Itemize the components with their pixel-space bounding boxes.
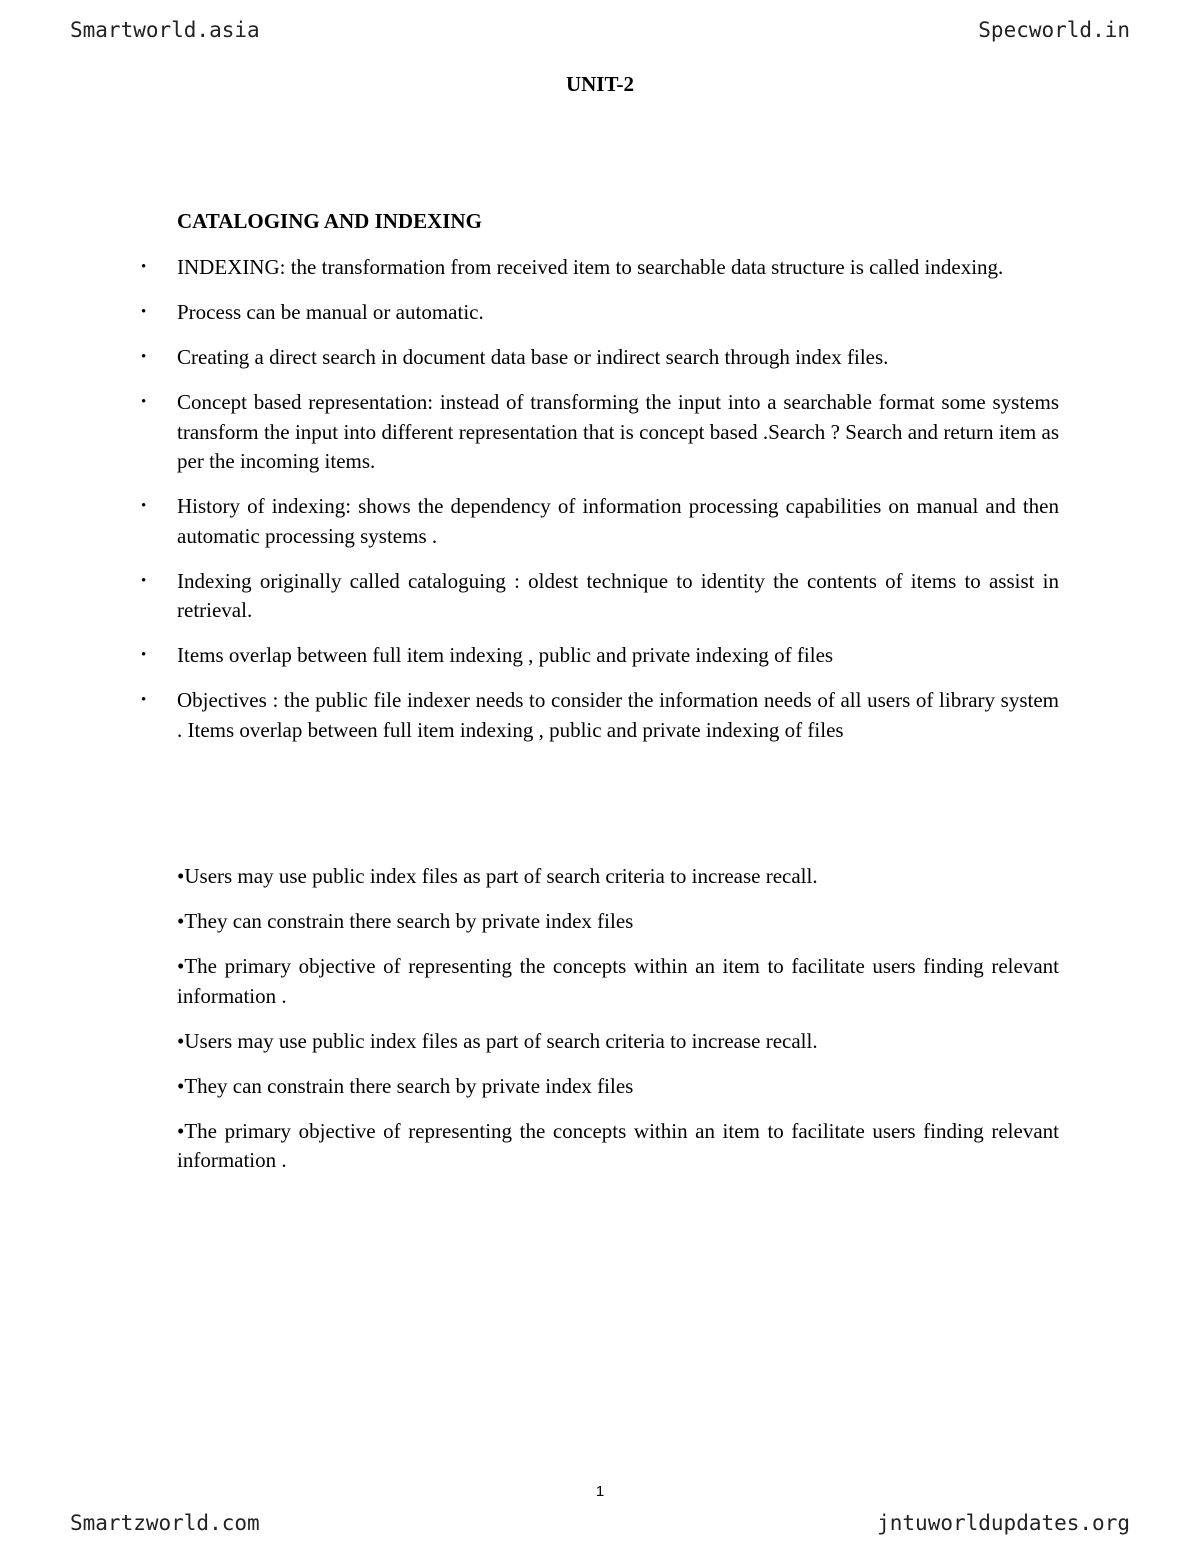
section-heading: CATALOGING AND INDEXING <box>177 209 482 233</box>
subpoint-item: •The primary objective of representing the concepts within an item to facilitate users finding relevant information . <box>177 954 1059 1008</box>
list-item-text: Items overlap between full item indexing , public and private indexing of files <box>177 643 834 667</box>
list-item <box>0 567 1059 626</box>
bullet-icon: • <box>141 394 147 410</box>
footer-right-site: jntuworldupdates.org <box>877 1511 1130 1535</box>
bullet-icon: • <box>141 498 147 514</box>
list-item <box>0 388 1059 477</box>
list-item-text: Creating a direct search in document data base or indirect search through index files. <box>177 345 889 369</box>
list-item-text: History of indexing: shows the dependency of information processing capabilities on manual and then automatic processing systems . <box>177 494 1059 548</box>
subpoint-item: •They can constrain there search by private index files <box>177 909 634 933</box>
header-right-site: Specworld.in <box>978 18 1130 42</box>
list-item-text: Concept based representation: instead of transforming the input into a searchable format some systems transform the input into different representation that is concept based .Search ? Search and return item as per the incoming items. <box>177 390 1059 473</box>
page-number: 1 <box>595 1483 605 1500</box>
subpoint-item: •The primary objective of representing the concepts within an item to facilitate users finding relevant information . <box>177 1118 1059 1172</box>
subpoint-item: •They can constrain there search by private index files <box>177 1073 634 1098</box>
list-item-text: Process can be manual or automatic. <box>177 300 484 324</box>
page-title: UNIT-2 <box>565 72 635 96</box>
subpoint-list <box>177 862 1059 1191</box>
list-item <box>0 343 1059 373</box>
bullet-icon: • <box>141 572 147 589</box>
bullet-icon: • <box>141 647 147 663</box>
header-left-site: Smartworld.asia <box>70 18 260 42</box>
bullet-icon: • <box>141 692 147 708</box>
bullet-icon: • <box>141 304 147 320</box>
footer-left-site: Smartzworld.com <box>70 1511 260 1535</box>
list-item <box>0 492 1059 551</box>
list-item <box>0 686 1059 745</box>
list-item <box>0 298 1059 328</box>
list-item-text: INDEXING: the transformation from received item to searchable data structure is called indexing. <box>177 255 1004 279</box>
list-item <box>0 641 1059 671</box>
bullet-icon: • <box>141 349 147 365</box>
list-item-text: Indexing originally called cataloguing : oldest technique to identity the contents of items to assist in retrieval. <box>177 568 1059 622</box>
list-item-text: Objectives : the public file indexer needs to consider the information needs of all users of library system . Items overlap between full item indexing , public and private indexing of files <box>177 688 1059 742</box>
bullet-list <box>0 253 1200 761</box>
subpoint-item: •Users may use public index files as part of search criteria to increase recall. <box>177 1028 818 1053</box>
bullet-icon: • <box>141 259 147 275</box>
subpoint-item: •Users may use public index files as part of search criteria to increase recall. <box>177 864 818 888</box>
list-item <box>0 253 1059 283</box>
